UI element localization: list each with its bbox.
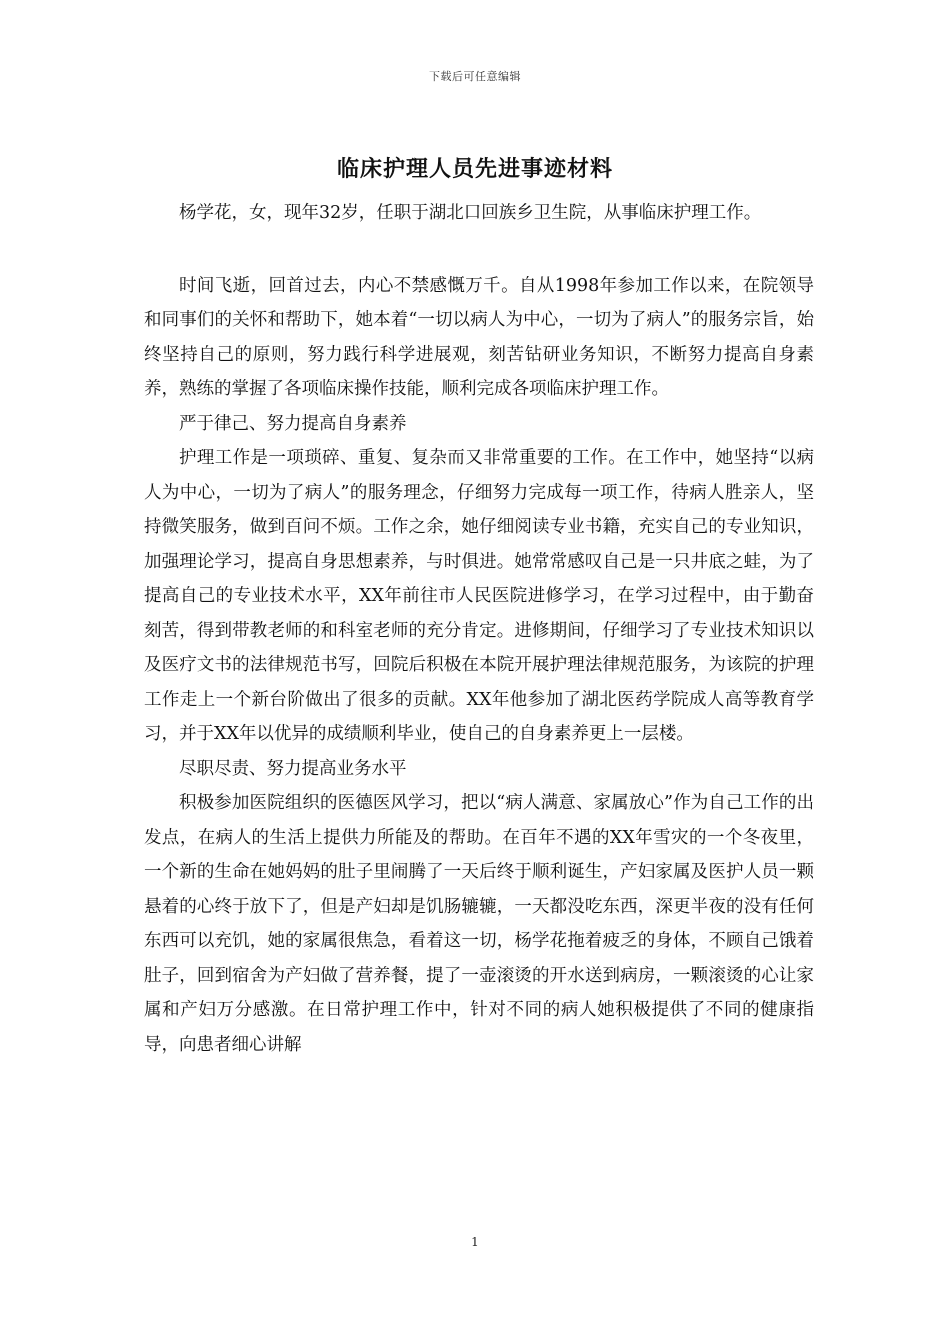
body-paragraph-1: 时间飞逝，回首过去，内心不禁感慨万千。自从1998年参加工作以来，在院领导和同事们的关怀和帮助下，她本着“一切以病人为中心，一切为了病人”的服务宗旨，始终坚持自己的原则，努力践行科学进展观，刻苦钻研业务知识，不断努力提高自身素养，熟练的掌握了各项临床操作技能，顺利完成各项临床护理工作。 <box>144 275 814 399</box>
document-body <box>144 196 814 1062</box>
body-paragraph-3: 积极参加医院组织的医德医风学习，把以“病人满意、家属放心”作为自己工作的出发点，在病人的生活上提供力所能及的帮助。在百年不遇的XX年雪灾的一个冬夜里，一个新的生命在她妈妈的肚子里闹腾了一天后终于顺利诞生，产妇家属及医护人员一颗悬着的心终于放下了，但是产妇却是饥肠辘辘，一天都没吃东西，深更半夜的没有任何东西可以充饥，她的家属很焦急，看着这一切，杨学花拖着疲乏的身体，不顾自己饿着肚子，回到宿舍为产妇做了营养餐，提了一壶滚烫的开水送到病房，一颗滚烫的心让家属和产妇万分感激。在日常护理工作中，针对不同的病人她积极提供了不同的健康指导，向患者细心讲解 <box>144 793 814 1055</box>
section-heading-2: 尽职尽责、努力提高业务水平 <box>179 758 407 779</box>
body-paragraph-2: 护理工作是一项琐碎、重复、复杂而又非常重要的工作。在工作中，她坚持“以病人为中心，一切为了病人”的服务理念，仔细努力完成每一项工作，待病人胜亲人，坚持微笑服务，做到百问不烦。工作之余，她仔细阅读专业书籍，充实自己的专业知识，加强理论学习，提高自身思想素养，与时俱进。她常常感叹自己是一只井底之蛙，为了提高自己的专业技术水平，XX年前往市人民医院进修学习，在学习过程中，由于勤奋刻苦，得到带教老师的和科室老师的充分肯定。进修期间，仔细学习了专业技术知识以及医疗文书的法律规范书写，回院后积极在本院开展护理法律规范服务，为该院的护理工作走上一个新台阶做出了很多的贡献。XX年他参加了湖北医药学院成人高等教育学习，并于XX年以优异的成绩顺利毕业，使自己的自身素养更上一层楼。 <box>144 448 814 744</box>
document-title: 临床护理人员先进事迹材料 <box>336 156 613 182</box>
header-note: 下载后可任意编辑 <box>429 70 521 83</box>
page-number: 1 <box>471 1235 479 1249</box>
intro-paragraph: 杨学花，女，现年32岁，任职于湖北口回族乡卫生院，从事临床护理工作。 <box>179 203 762 223</box>
paragraph-spacer <box>144 231 814 269</box>
section-heading-1: 严于律己、努力提高自身素养 <box>179 413 407 434</box>
